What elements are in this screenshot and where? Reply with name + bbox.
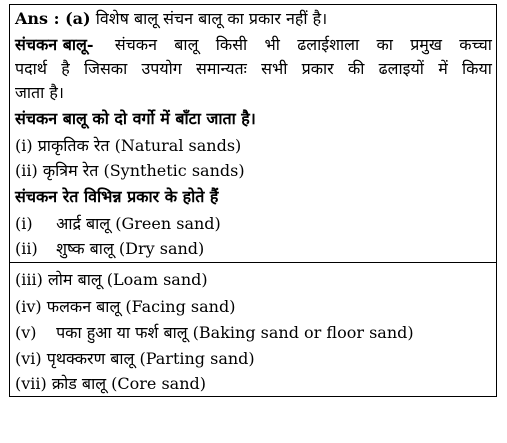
definition-line-2 bbox=[15, 58, 492, 80]
type-item bbox=[15, 213, 221, 235]
type-text: पका हुआ या फर्श बालू (Baking sand or floor sand) bbox=[56, 323, 414, 342]
answer-top-section bbox=[10, 5, 496, 263]
answer-line bbox=[15, 8, 492, 30]
definition-word: में bbox=[438, 59, 448, 78]
type-item bbox=[15, 296, 235, 318]
definition-word: उपयोग bbox=[141, 59, 182, 78]
type-item bbox=[15, 269, 208, 291]
definition-word: समान्यतः bbox=[196, 59, 247, 78]
classification-heading: संचकन बालू को दो वर्गो में बाँटा जाता है। bbox=[15, 109, 256, 128]
type-number: (vi) bbox=[15, 349, 42, 368]
definition-word: का bbox=[376, 35, 393, 54]
type-text: आर्द्र बालू (Green sand) bbox=[56, 214, 221, 233]
type-text: लोम बालू (Loam sand) bbox=[47, 270, 208, 289]
type-text: शुष्क बालू (Dry sand) bbox=[56, 239, 205, 258]
definition-word: ढलाईशाला bbox=[297, 35, 360, 54]
definition-term: संचकन बालू- bbox=[15, 35, 94, 54]
definition-line-1 bbox=[15, 34, 492, 56]
type-item bbox=[15, 348, 255, 370]
definition-word: पदार्थ bbox=[15, 59, 47, 78]
definition-word: कच्चा bbox=[459, 35, 492, 54]
type-item bbox=[15, 322, 414, 344]
class-text: कृत्रिम रेत (Synthetic sands) bbox=[42, 161, 245, 180]
type-number: (vii) bbox=[15, 374, 47, 393]
type-item bbox=[15, 238, 204, 260]
answer-prefix: Ans : (a) bbox=[15, 9, 91, 28]
definition-word: प्रकार bbox=[301, 59, 334, 78]
definition-line-3: जाता है। bbox=[15, 83, 64, 102]
type-text: फलकन बालू (Facing sand) bbox=[46, 297, 236, 316]
type-item bbox=[15, 373, 206, 395]
definition-word: है bbox=[61, 59, 70, 78]
definition-word: प्रमुख bbox=[410, 35, 442, 54]
definition-word: की bbox=[347, 59, 365, 78]
type-text: क्रोड बालू (Core sand) bbox=[51, 374, 207, 393]
type-number: (i) bbox=[15, 214, 33, 233]
class-item bbox=[15, 160, 245, 182]
type-number: (ii) bbox=[15, 239, 38, 258]
definition-word: संचकन bbox=[114, 35, 157, 54]
definition-word: भी bbox=[264, 35, 280, 54]
type-number: (iv) bbox=[15, 297, 42, 316]
definition-word: जिसका bbox=[83, 59, 128, 78]
definition-word: बालू bbox=[174, 35, 199, 54]
definition-word: सभी bbox=[261, 59, 288, 78]
answer-box bbox=[9, 4, 497, 397]
class-number: (ii) bbox=[15, 161, 38, 180]
definition-word: ढलाइयों bbox=[378, 59, 424, 78]
class-number: (i) bbox=[15, 136, 33, 155]
class-text: प्राकृतिक रेत (Natural sands) bbox=[37, 136, 242, 155]
type-number: (v) bbox=[15, 323, 37, 342]
definition-word: किया bbox=[462, 59, 492, 78]
type-text: पृथक्करण बालू (Parting sand) bbox=[46, 349, 255, 368]
class-item bbox=[15, 135, 241, 157]
definition-word: किसी bbox=[215, 35, 248, 54]
answer-text: विशेष बालू संचन बालू का प्रकार नहीं है। bbox=[95, 9, 328, 28]
type-number: (iii) bbox=[15, 270, 43, 289]
types-heading: संचकन रेत विभिन्न प्रकार के होते हैं bbox=[15, 187, 219, 206]
